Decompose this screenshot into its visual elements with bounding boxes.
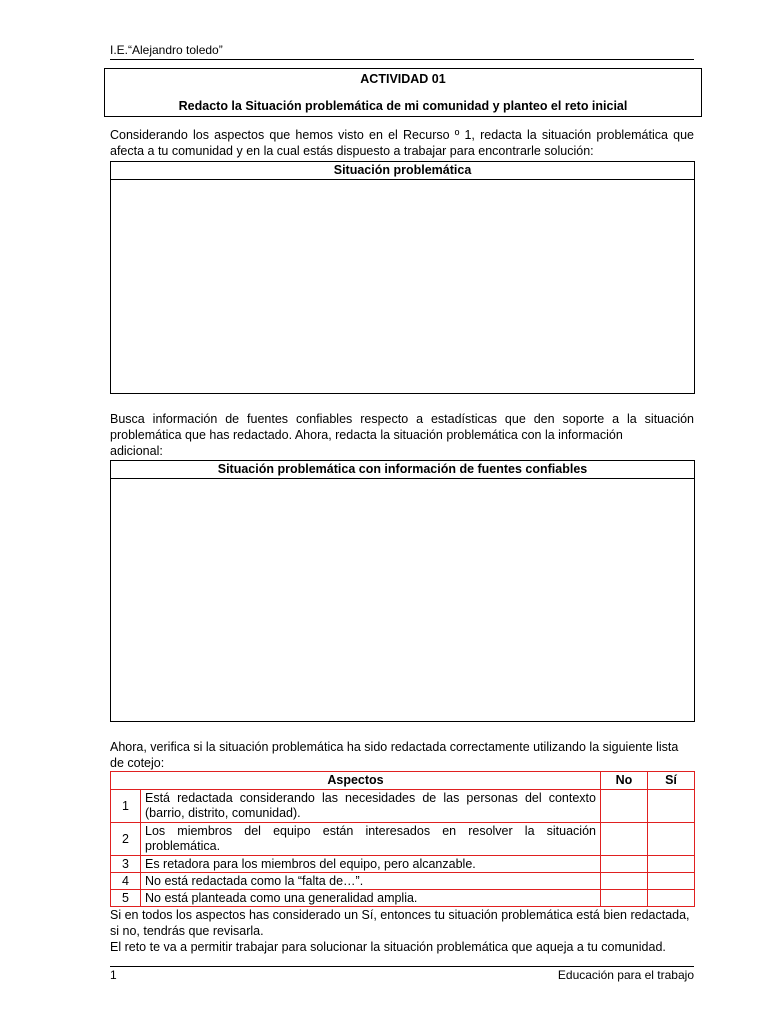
row-no-cell[interactable] bbox=[601, 790, 648, 823]
sourced-situation-title: Situación problemática con información de fuentes confiables bbox=[111, 461, 694, 479]
instruction-2-main: Busca información de fuentes confiables respecto a estadísticas que den soporte a la situación problemática que has redactado. Ahora, redacta la situación problemática con la información bbox=[110, 412, 694, 442]
header-aspects: Aspectos bbox=[111, 772, 601, 790]
row-yes-cell[interactable] bbox=[648, 890, 695, 907]
instruction-1: Considerando los aspectos que hemos visto en el Recurso º 1, redacta la situación problemática que afecta a tu comunidad y en la cual estás dispuesto a trabajar para encontrarle solución: bbox=[110, 128, 694, 158]
table-row bbox=[111, 873, 695, 890]
row-number: 3 bbox=[111, 856, 141, 873]
table-row bbox=[111, 823, 695, 856]
instruction-2-end: adicional: bbox=[110, 444, 163, 458]
table-row bbox=[111, 790, 695, 823]
activity-title-box bbox=[104, 68, 702, 117]
closing-line-1: Si en todos los aspectos has considerado un Sí, entonces tu situación problemática está bien redactada, si no, tendrás que revisarla. bbox=[110, 908, 690, 938]
row-yes-cell[interactable] bbox=[648, 856, 695, 873]
checklist-table bbox=[110, 771, 695, 907]
checklist-header-row bbox=[111, 772, 695, 790]
course-name: Educación para el trabajo bbox=[557, 968, 694, 982]
header-no: No bbox=[601, 772, 648, 790]
sourced-situation-box[interactable] bbox=[110, 460, 695, 722]
row-aspect: Los miembros del equipo están interesados en resolver la situación problemática. bbox=[141, 823, 601, 856]
row-number: 2 bbox=[111, 823, 141, 856]
row-aspect: No está planteada como una generalidad amplia. bbox=[141, 890, 601, 907]
row-number: 5 bbox=[111, 890, 141, 907]
row-no-cell[interactable] bbox=[601, 856, 648, 873]
row-aspect: Está redactada considerando las necesidades de las personas del contexto (barrio, distrito, comunidad). bbox=[141, 790, 601, 823]
row-yes-cell[interactable] bbox=[648, 873, 695, 890]
instruction-2 bbox=[110, 411, 694, 459]
row-yes-cell[interactable] bbox=[648, 823, 695, 856]
header-yes: Sí bbox=[648, 772, 695, 790]
table-row bbox=[111, 856, 695, 873]
problem-situation-title: Situación problemática bbox=[111, 162, 694, 180]
row-number: 4 bbox=[111, 873, 141, 890]
page-number: 1 bbox=[110, 968, 117, 982]
instruction-3-main: Ahora, verifica si la situación problemática ha sido redactada correctamente utilizando la siguiente lista bbox=[110, 740, 679, 754]
row-no-cell[interactable] bbox=[601, 823, 648, 856]
footer-rule bbox=[110, 966, 694, 967]
row-yes-cell[interactable] bbox=[648, 790, 695, 823]
instruction-3-end: de cotejo: bbox=[110, 756, 165, 770]
row-no-cell[interactable] bbox=[601, 890, 648, 907]
activity-number: ACTIVIDAD 01 bbox=[360, 72, 446, 86]
header-school-name: I.E.“Alejandro toledo” bbox=[110, 43, 223, 57]
activity-subtitle: Redacto la Situación problemática de mi comunidad y planteo el reto inicial bbox=[178, 99, 628, 113]
row-aspect: No está redactada como la “falta de…”. bbox=[141, 873, 601, 890]
row-no-cell[interactable] bbox=[601, 873, 648, 890]
row-number: 1 bbox=[111, 790, 141, 823]
problem-situation-box[interactable] bbox=[110, 161, 695, 394]
instruction-3 bbox=[110, 739, 694, 771]
header-rule bbox=[110, 59, 694, 60]
row-aspect: Es retadora para los miembros del equipo, pero alcanzable. bbox=[141, 856, 601, 873]
closing-line-2: El reto te va a permitir trabajar para solucionar la situación problemática que aqueja a tu comunidad. bbox=[110, 940, 666, 954]
table-row bbox=[111, 890, 695, 907]
closing-text bbox=[110, 907, 700, 955]
